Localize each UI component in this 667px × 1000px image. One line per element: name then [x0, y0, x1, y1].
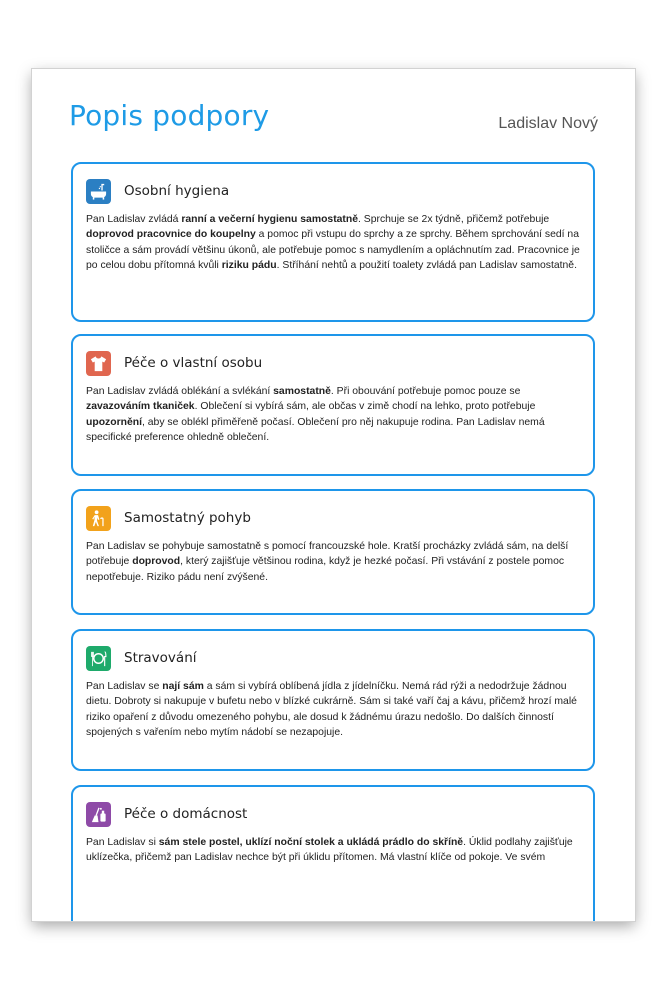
- body-text: Pan Ladislav se pohybuje samostatně s pomocí francouzské hole. Kratší procházky zvládá sám, na delší potřebuje: [86, 541, 569, 568]
- emphasis-text: doprovod pracovnice do koupelny: [86, 229, 256, 241]
- page-title: Popis podpory: [69, 99, 270, 132]
- body-text: . Při obouvání potřebuje pomoc pouze se: [330, 386, 521, 397]
- body-text: a pomoc při vstupu do sprchy a ze sprchy. Během sprchování sedí na stoličce a sám provádí většinu úkonů, ale potřebuje pomoc s namydlením a opláchnutím zad. Pracovnice je po celou dobu přítomná kvůli: [86, 229, 580, 272]
- body-text: a sám si vybírá oblíbená jídla z jídelníčku. Nemá rád rýži a nedodržuje žádnou dietu. Dobroty si nakupuje v bufetu nebo v blízké cukrárně. Sám si také vaří čaj a kávu, přičemž hrozí malé riziko opaření z důvodu omezeného pohybu, ale dosud k žádnému úrazu nedošlo. Do dalších činností spojených s vařením nebo mytím nádobí se nezapojuje.: [86, 681, 577, 739]
- section-nutrition: [71, 629, 595, 771]
- emphasis-text: sám stele postel, uklízí noční stolek a ukládá prádlo do skříně: [158, 837, 464, 848]
- section-title: Samostatný pohyb: [124, 510, 251, 526]
- section-title: Osobní hygiena: [124, 183, 230, 199]
- emphasis-text: zavazováním tkaniček: [86, 401, 195, 413]
- section-text: [86, 539, 583, 585]
- emphasis-text: doprovod: [132, 556, 181, 568]
- walking-cane-icon: [86, 506, 111, 531]
- emphasis-text: riziku pádu: [221, 260, 277, 272]
- body-text: , aby se oblékl přiměřeně počasí. Oblečení pro něj nakupuje rodina. Pan Ladislav nemá specifické preference ohledně oblečení.: [86, 416, 545, 444]
- emphasis-text: nají sám: [162, 681, 204, 692]
- body-text: Pan Ladislav si: [86, 837, 159, 848]
- section-mobility: [71, 489, 595, 615]
- section-text: [86, 679, 583, 741]
- body-text: . Stříhání nehtů a použití toalety zvládá pan Ladislav samostatně.: [276, 260, 577, 272]
- bathtub-icon: [86, 179, 111, 204]
- body-text: Pan Ladislav zvládá oblékání a svlékání: [86, 386, 274, 397]
- section-household: [71, 785, 595, 921]
- cleaning-icon: [86, 802, 111, 827]
- emphasis-text: upozornění: [86, 416, 142, 428]
- plate-cutlery-icon: [86, 646, 111, 671]
- body-text: . Oblečení si vybírá sám, ale občas v zimě chodí na lehko, proto potřebuje: [194, 401, 536, 413]
- body-text: , který zajišťuje většinou rodina, když je hezké počasí. Při vstávání z postele pomoc nepotřebuje. Riziko pádu není zvýšené.: [86, 556, 565, 583]
- tshirt-icon: [86, 351, 111, 376]
- section-title: Péče o domácnost: [124, 806, 248, 822]
- section-title: Stravování: [124, 650, 197, 666]
- emphasis-text: samostatně: [273, 386, 331, 397]
- body-text: . Sprchuje se 2x týdně, přičemž potřebuje: [358, 214, 550, 225]
- emphasis-text: ranní a večerní hygienu samostatně: [181, 214, 359, 225]
- body-text: Pan Ladislav se: [86, 681, 163, 692]
- document-page: [32, 69, 635, 921]
- section-text: [86, 384, 583, 446]
- section-title: Péče o vlastní osobu: [124, 355, 263, 371]
- section-personal-hygiene: [71, 162, 595, 322]
- section-text: [86, 212, 583, 274]
- section-self-care: [71, 334, 595, 476]
- body-text: . Úklid podlahy zajišťuje uklízečka, přičemž pan Ladislav nechce být při úklidu přítomen. Má vlastní klíče od pokoje. Ve svém: [86, 837, 573, 864]
- body-text: Pan Ladislav zvládá: [86, 214, 182, 225]
- section-text: [86, 835, 583, 866]
- client-name: Ladislav Nový: [498, 115, 598, 132]
